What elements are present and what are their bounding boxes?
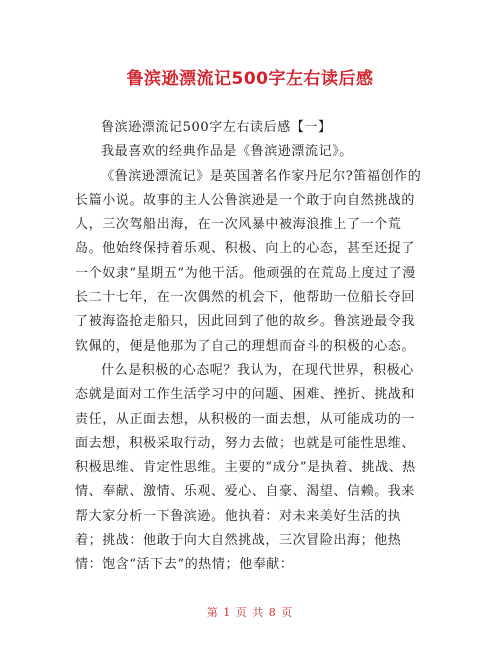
paragraph-summary: 《鲁滨逊漂流记》是英国著名作家丹尼尔?笛福创作的长篇小说。故事的主人公鲁滨逊是一个敢于向自然挑战的人，三次驾船出海，在一次风暴中被海浪推上了一个荒岛。他始终保持着乐观、积极、向上的心态，甚至还捉了一个奴隶“星期五”为他干活。他顽强的在荒岛上度过了漫长二十七年，在一次偶然的机会下，他帮助一位船长夺回了被海盗抢走船只，因此回到了他的故乡。鲁滨逊最令我钦佩的，便是他那为了自己的理想而奋斗的积极的心态。 bbox=[75, 168, 422, 354]
page-footer: 第 1 页 共 8 页 bbox=[206, 606, 294, 619]
document-body bbox=[75, 116, 427, 578]
paragraph-heading: 鲁滨逊漂流记500字左右读后感【一】 bbox=[101, 120, 332, 135]
paragraph-intro: 我最喜欢的经典作品是《鲁滨逊漂流记》。 bbox=[101, 144, 353, 160]
paragraph-analysis: 什么是积极的心态呢？我认为，在现代世界，积极心态就是面对工作生活学习中的问题、困难、挫折、挑战和责任，从正面去想，从积极的一面去想，从可能成功的一面去想，积极采取行动，努力去做；也就是可能性思维、积极思维、肯定性思维。主要的“成分”是执着、挑战、热情、奉献、激情、乐观、爱心、自豪、渴望、信赖。我来帮大家分析一下鲁滨逊。他执着：对未来美好生活的执着；挑战：他敢于向大自然挑战，三次冒险出海；他热情：饱含“活下去”的热情；他奉献： bbox=[75, 362, 416, 573]
document-title: 鲁滨逊漂流记500字左右读后感 bbox=[126, 69, 374, 89]
